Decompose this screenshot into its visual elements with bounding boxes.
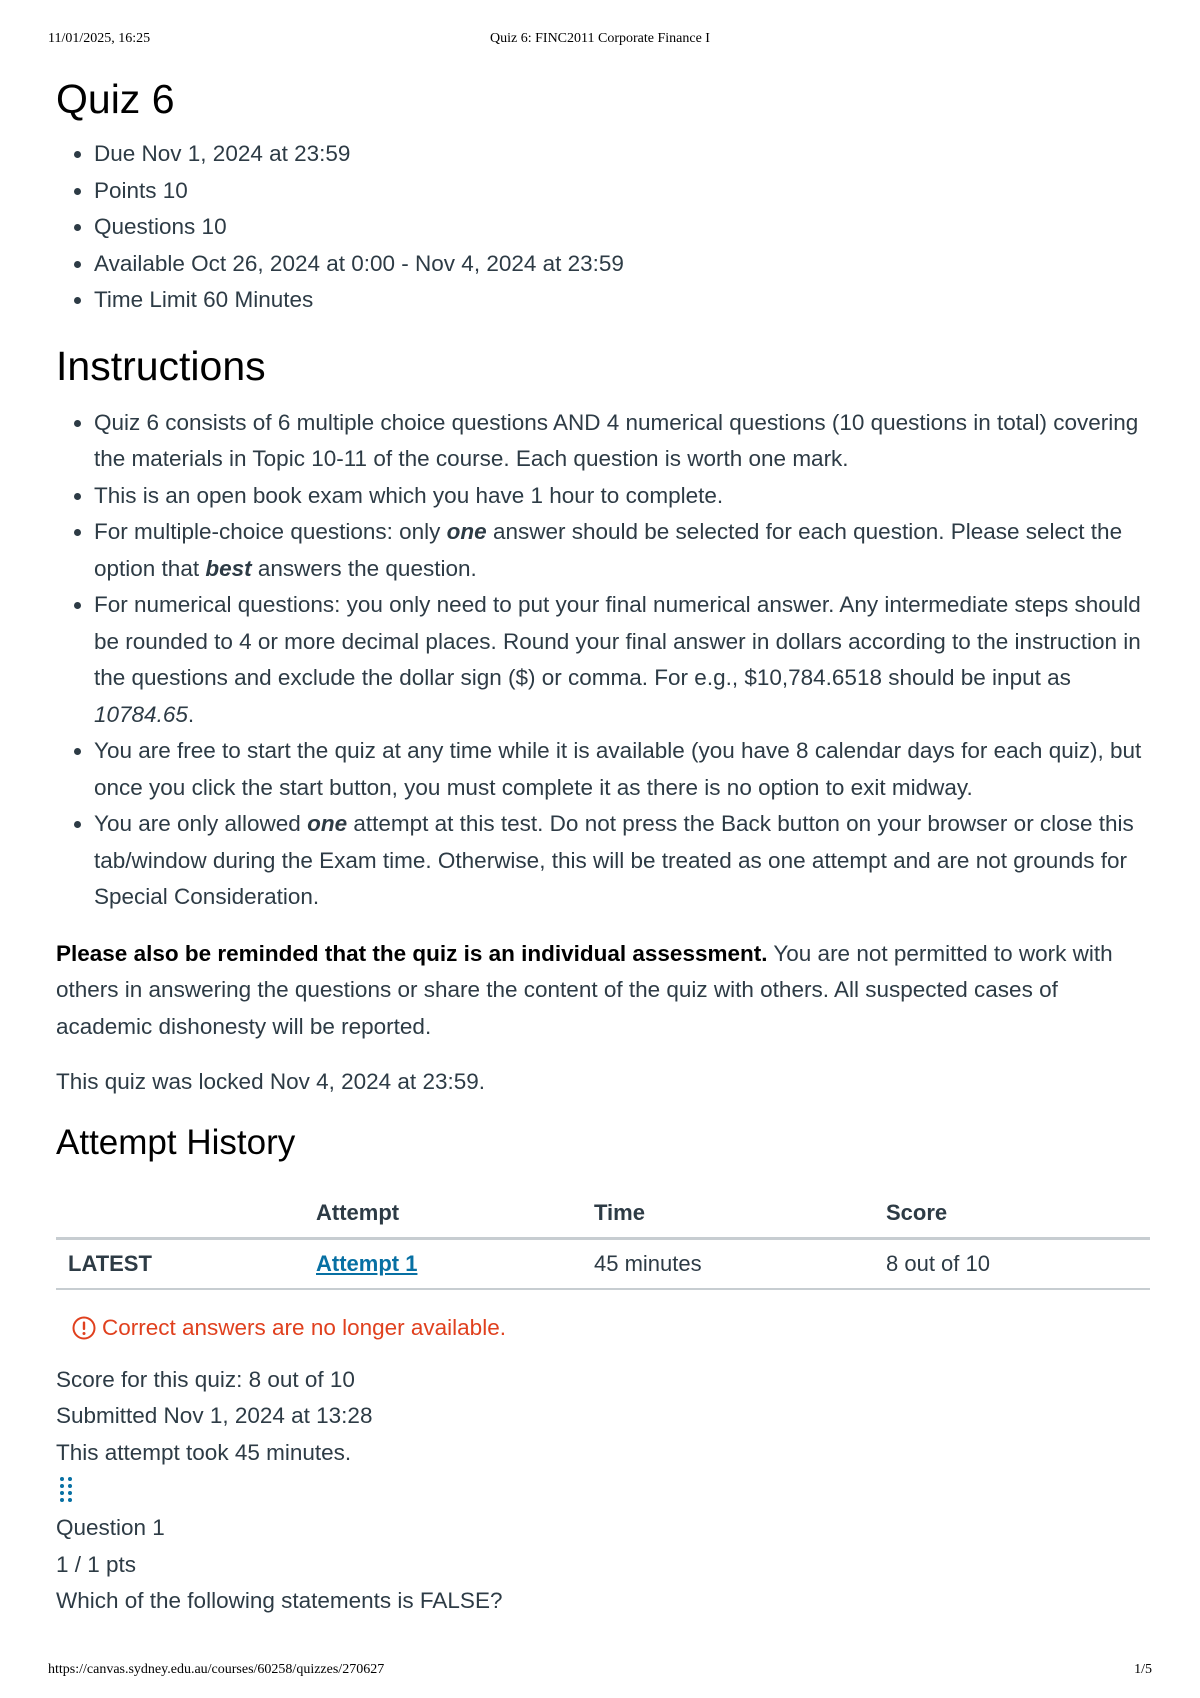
quiz-detail-available: • Available Oct 26, 2024 at 0:00 - Nov 4, 2024 at 23:59: [94, 246, 1150, 283]
attempt-score: 8 out of 10: [886, 1238, 1150, 1289]
attempt-history-heading: Attempt History: [56, 1122, 296, 1162]
question-1: [56, 1510, 1150, 1620]
instruction-example: 10784.65: [94, 701, 188, 727]
instruction-item: [94, 587, 1150, 733]
submitted-time: Submitted Nov 1, 2024 at 13:28: [56, 1403, 373, 1428]
warning-text: Correct answers are no longer available.: [102, 1314, 506, 1340]
instruction-text: For numerical questions: you only need to put your final numerical answer. Any intermediate steps should be rounded to 4 or more decimal places. Round your final answer in dollars according to the instruction in the questions and exclude the dollar sign ($) or comma. For e.g., $10,784.6518 should be input as: [94, 592, 1141, 690]
instructions-list: [56, 405, 1150, 916]
question-text: Which of the following statements is FALSE?: [56, 1588, 503, 1613]
table-row: [56, 1238, 1150, 1289]
quiz-detail-questions: • Questions 10: [94, 209, 1150, 246]
correct-answers-warning: [72, 1310, 1150, 1346]
instruction-item: • Quiz 6 consists of 6 multiple choice questions AND 4 numerical questions (10 questions in total) covering the materials in Topic 10-11 of the course. Each question is worth one mark.: [94, 405, 1150, 478]
instruction-item: • This is an open book exam which you have 1 hour to complete.: [94, 478, 1150, 515]
attempt-time: 45 minutes: [594, 1238, 886, 1289]
column-header-label: [56, 1189, 316, 1239]
instruction-text: attempt at this test. Do not press the Back button on your browser or close this tab/window during the Exam time. Otherwise, this will be treated as one attempt and are not grounds for Special Consideration.: [94, 811, 1134, 909]
integrity-reminder: [56, 936, 1150, 1046]
instruction-emphasis: one: [446, 519, 487, 544]
instruction-emphasis: best: [205, 555, 252, 581]
column-header-attempt: Attempt: [316, 1189, 594, 1239]
instruction-text: answers the question.: [251, 555, 477, 581]
instruction-item: • You are free to start the quiz at any time while it is available (you have 8 calendar days for each quiz), but once you click the start button, you must complete it as there is no option to exit midway.: [94, 733, 1150, 806]
reminder-text: You are not permitted to work with others in answering the questions or share the content of the quiz with others. All suspected cases of academic dishonesty will be reported.: [56, 940, 1113, 1039]
question-title: Question 1: [56, 1515, 165, 1540]
column-header-score: Score: [886, 1189, 1150, 1239]
print-footer: [48, 1662, 1152, 1682]
quiz-detail-points: • Points 10: [94, 173, 1150, 210]
table-header-row: [56, 1189, 1150, 1239]
print-url: https://canvas.sydney.edu.au/courses/60258/quizzes/270627: [48, 1662, 385, 1677]
reminder-bold: Please also be reminded that the quiz is an individual assessment.: [56, 940, 768, 966]
drag-handle-icon[interactable]: [56, 1473, 76, 1505]
instructions-heading: Instructions: [56, 342, 266, 389]
print-page-number: 1/5: [1134, 1662, 1152, 1677]
attempt-history-table: [56, 1189, 1150, 1290]
attempt-duration: This attempt took 45 minutes.: [56, 1439, 352, 1465]
quiz-score: Score for this quiz: 8 out of 10: [56, 1366, 355, 1392]
instruction-text: For multiple-choice questions: only: [94, 519, 447, 544]
instruction-text: .: [187, 701, 195, 727]
latest-label: LATEST: [56, 1238, 316, 1289]
attempt-summary: [56, 1362, 1150, 1472]
quiz-detail-due: • Due Nov 1, 2024 at 23:59: [94, 136, 1150, 173]
instruction-text: You are only allowed: [94, 811, 308, 836]
instruction-item: [94, 806, 1150, 916]
quiz-details-list: [56, 136, 1150, 319]
main-content: [56, 70, 1150, 1620]
instruction-item: [94, 514, 1150, 587]
attempt-1-link[interactable]: Attempt 1: [316, 1250, 418, 1276]
warning-circle-icon: [72, 1316, 96, 1340]
print-datetime: 11/01/2025, 16:25: [48, 31, 151, 46]
question-points: 1 / 1 pts: [56, 1551, 137, 1577]
column-header-time: Time: [594, 1189, 886, 1239]
instruction-emphasis: one: [307, 811, 348, 836]
print-header: [48, 31, 1152, 51]
instruction-text: answer should be selected for each question. Please select the option that: [94, 519, 1123, 581]
quiz-title: Quiz 6: [56, 76, 175, 122]
quiz-detail-time-limit: • Time Limit 60 Minutes: [94, 282, 1150, 319]
print-page-title: Quiz 6: FINC2011 Corporate Finance I: [490, 31, 710, 46]
locked-notice: This quiz was locked Nov 4, 2024 at 23:59.: [56, 1069, 485, 1094]
